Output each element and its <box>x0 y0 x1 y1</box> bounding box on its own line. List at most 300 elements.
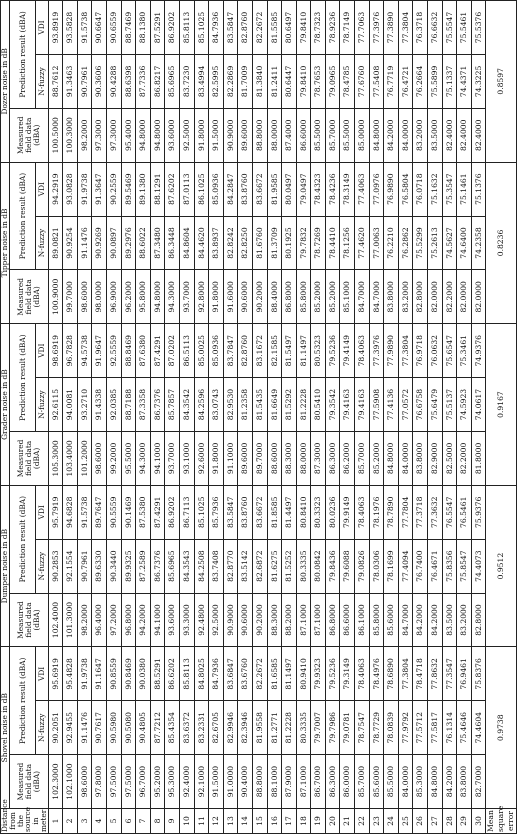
value-cell: 84.0000 <box>398 431 413 485</box>
value-cell: 94.8000 <box>136 108 151 162</box>
value-cell: 85.2000 <box>325 270 340 324</box>
distance-cell: 6 <box>121 809 136 834</box>
value-cell: 81.7009 <box>238 54 253 108</box>
value-cell: 85.3000 <box>413 755 428 809</box>
value-cell: 78.4785 <box>340 54 355 108</box>
value-cell: 76.7719 <box>384 54 399 108</box>
value-cell: 80.8410 <box>296 485 311 539</box>
value-cell: 75.3547 <box>442 162 457 216</box>
value-cell: 86.1000 <box>355 593 370 647</box>
value-cell: 81.6649 <box>267 378 282 432</box>
value-cell: 86.3000 <box>325 755 340 809</box>
value-cell: 79.8436 <box>325 539 340 593</box>
value-cell: 86.7000 <box>311 755 326 809</box>
value-cell: 91.1647 <box>92 647 107 701</box>
value-cell: 100.3000 <box>63 108 78 162</box>
value-cell: 94.6828 <box>63 485 78 539</box>
value-cell: 82.8000 <box>413 270 428 324</box>
value-cell: 81.5435 <box>252 378 267 432</box>
value-cell: 87.2589 <box>136 539 151 593</box>
value-cell: 83.0743 <box>209 378 224 432</box>
distance-cell: 26 <box>413 809 428 834</box>
value-cell: 77.4136 <box>384 378 399 432</box>
value-cell: 75.1376 <box>471 162 486 216</box>
value-cell: 83.6672 <box>252 485 267 539</box>
value-cell: 79.6088 <box>340 539 355 593</box>
value-cell: 92.4000 <box>179 755 194 809</box>
value-cell: 90.7961 <box>77 539 92 593</box>
measured-header: Measured field data (dBA) <box>9 270 48 324</box>
value-cell: 100.9000 <box>48 270 63 324</box>
value-cell: 79.0965 <box>325 54 340 108</box>
prediction-header: Prediction result (dBA) <box>9 647 36 755</box>
value-cell: 75.5899 <box>428 54 443 108</box>
value-cell: 91.9647 <box>92 324 107 378</box>
value-cell: 84.0000 <box>398 108 413 162</box>
value-cell: 86.9202 <box>165 1 180 55</box>
value-cell: 98.6919 <box>48 324 63 378</box>
value-cell: 84.3542 <box>179 378 194 432</box>
value-cell: 76.0718 <box>413 162 428 216</box>
table-row <box>413 1 428 834</box>
value-cell: 86.6000 <box>296 108 311 162</box>
value-cell: 82.2000 <box>442 270 457 324</box>
value-cell: 75.8356 <box>442 539 457 593</box>
value-cell: 75.5299 <box>413 216 428 270</box>
value-cell: 74.4073 <box>471 539 486 593</box>
value-cell: 86.6202 <box>165 647 180 701</box>
value-cell: 86.1025 <box>194 162 209 216</box>
value-cell: 94.8000 <box>150 270 165 324</box>
value-cell: 84.8000 <box>369 108 384 162</box>
value-cell: 90.5980 <box>106 701 121 755</box>
value-cell: 80.0842 <box>311 539 326 593</box>
value-cell: 93.7000 <box>165 431 180 485</box>
value-cell: 77.9890 <box>384 324 399 378</box>
value-cell: 83.6372 <box>179 701 194 755</box>
table-row <box>209 1 224 834</box>
value-cell: 76.2210 <box>384 216 399 270</box>
distance-cell: 21 <box>340 809 355 834</box>
value-cell: 81.3840 <box>252 54 267 108</box>
value-cell: 75.9376 <box>471 485 486 539</box>
value-cell: 93.6000 <box>165 108 180 162</box>
value-cell: 85.6965 <box>165 539 180 593</box>
value-cell: 88.2000 <box>282 593 297 647</box>
value-cell: 81.6585 <box>267 647 282 701</box>
value-cell: 91.5000 <box>209 755 224 809</box>
value-cell: 91.1476 <box>77 216 92 270</box>
value-cell: 80.0236 <box>325 485 340 539</box>
value-cell: 76.9718 <box>413 324 428 378</box>
value-cell: 76.9461 <box>457 647 472 701</box>
value-cell: 89.6000 <box>238 108 253 162</box>
value-cell: 84.7000 <box>355 270 370 324</box>
value-cell: 99.7000 <box>63 270 78 324</box>
value-cell: 79.9323 <box>311 647 326 701</box>
value-cell: 87.9000 <box>282 755 297 809</box>
value-cell: 95.5000 <box>121 431 136 485</box>
value-cell: 93.3000 <box>179 593 194 647</box>
value-cell: 87.1000 <box>311 593 326 647</box>
value-cell: 80.3335 <box>296 701 311 755</box>
table-row <box>121 1 136 834</box>
value-cell: 86.3000 <box>325 431 340 485</box>
value-cell: 88.1000 <box>267 755 282 809</box>
value-cell: 92.4800 <box>194 593 209 647</box>
value-cell: 91.1476 <box>77 701 92 755</box>
value-cell: 78.1976 <box>369 485 384 539</box>
value-cell: 97.5000 <box>106 755 121 809</box>
nfuzzy-header: N-fuzzy <box>36 701 48 755</box>
value-cell: 79.5236 <box>325 324 340 378</box>
value-cell: 82.7000 <box>471 755 486 809</box>
distance-cell: 20 <box>325 809 340 834</box>
distance-cell: 14 <box>238 809 253 834</box>
table-row <box>223 1 238 834</box>
value-cell: 90.5080 <box>121 701 136 755</box>
value-cell: 81.3709 <box>267 216 282 270</box>
value-cell: 85.7000 <box>325 108 340 162</box>
value-cell: 82.8250 <box>238 216 253 270</box>
value-cell: 76.4671 <box>428 539 443 593</box>
distance-cell: 5 <box>106 809 121 834</box>
value-cell: 98.6000 <box>77 270 92 324</box>
value-cell: 77.0572 <box>398 378 413 432</box>
value-cell: 84.7936 <box>209 647 224 701</box>
value-cell: 80.3335 <box>296 539 311 593</box>
value-cell: 81.1497 <box>296 324 311 378</box>
value-cell: 78.7547 <box>355 701 370 755</box>
value-cell: 86.9202 <box>165 485 180 539</box>
value-cell: 95.3000 <box>165 755 180 809</box>
value-cell: 84.7000 <box>398 593 413 647</box>
value-cell: 96.8000 <box>121 593 136 647</box>
value-cell: 77.7804 <box>398 485 413 539</box>
value-cell: 77.3547 <box>442 647 457 701</box>
value-cell: 75.6547 <box>442 324 457 378</box>
value-cell: 78.0306 <box>369 539 384 593</box>
value-cell: 90.2559 <box>106 162 121 216</box>
value-cell: 85.2000 <box>311 270 326 324</box>
prediction-header: Prediction result (dBA) <box>9 1 36 109</box>
value-cell: 80.3323 <box>311 485 326 539</box>
value-cell: 74.2358 <box>471 216 486 270</box>
value-cell: 77.5408 <box>369 54 384 108</box>
value-cell: 82.8000 <box>471 593 486 647</box>
distance-cell: 3 <box>77 809 92 834</box>
value-cell: 84.2000 <box>413 593 428 647</box>
value-cell: 82.8760 <box>238 1 253 55</box>
value-cell: 79.7832 <box>296 216 311 270</box>
value-cell: 76.0632 <box>428 324 443 378</box>
distance-cell: 19 <box>311 809 326 834</box>
prediction-header: Prediction result (dBA) <box>9 324 36 432</box>
value-cell: 78.1256 <box>340 216 355 270</box>
value-cell: 77.3718 <box>413 485 428 539</box>
value-cell: 79.4163 <box>340 378 355 432</box>
value-cell: 85.5000 <box>384 755 399 809</box>
value-cell: 88.6022 <box>136 216 151 270</box>
value-cell: 82.6872 <box>252 539 267 593</box>
value-cell: 74.6400 <box>457 216 472 270</box>
value-cell: 77.0063 <box>369 216 384 270</box>
vdi-header: VDI <box>36 485 48 539</box>
distance-cell: 8 <box>150 809 165 834</box>
value-cell: 86.7113 <box>179 485 194 539</box>
value-cell: 98.6000 <box>77 755 92 809</box>
value-cell: 80.6497 <box>282 1 297 55</box>
value-cell: 90.7617 <box>92 701 107 755</box>
value-cell: 75.8547 <box>457 539 472 593</box>
value-cell: 81.2228 <box>282 701 297 755</box>
value-cell: 78.4410 <box>325 216 340 270</box>
value-cell: 82.2672 <box>252 1 267 55</box>
value-cell: 86.3448 <box>165 216 180 270</box>
value-cell: 94.1000 <box>150 593 165 647</box>
value-cell: 88.5291 <box>150 647 165 701</box>
value-cell: 81.6760 <box>252 216 267 270</box>
value-cell: 89.2976 <box>121 216 136 270</box>
value-cell: 84.4620 <box>194 216 209 270</box>
value-cell: 85.6965 <box>165 54 180 108</box>
value-cell: 99.2000 <box>106 431 121 485</box>
value-cell: 78.3149 <box>340 162 355 216</box>
value-cell: 78.0839 <box>384 701 399 755</box>
value-cell: 80.1925 <box>282 216 297 270</box>
value-cell: 81.9585 <box>267 162 282 216</box>
value-cell: 88.7188 <box>121 378 136 432</box>
distance-cell: 10 <box>179 809 194 834</box>
value-cell: 84.2596 <box>194 378 209 432</box>
value-cell: 86.8000 <box>325 593 340 647</box>
value-cell: 75.5137 <box>442 378 457 432</box>
value-cell: 93.8919 <box>48 1 63 55</box>
value-cell: 83.2331 <box>194 701 209 755</box>
table-row <box>106 1 121 834</box>
table-row <box>384 1 399 834</box>
value-cell: 75.5461 <box>457 1 472 55</box>
table-row <box>325 1 340 834</box>
value-cell: 79.9149 <box>340 485 355 539</box>
value-cell: 83.6760 <box>238 647 253 701</box>
value-cell: 83.8000 <box>413 431 428 485</box>
value-cell: 84.2508 <box>194 539 209 593</box>
value-cell: 76.6758 <box>413 378 428 432</box>
value-cell: 82.2000 <box>457 431 472 485</box>
distance-cell: 17 <box>282 809 297 834</box>
value-cell: 80.9410 <box>296 647 311 701</box>
table-row <box>165 1 180 834</box>
group-header-tipper: Tipper noise in dB <box>1 162 10 324</box>
value-cell: 85.4354 <box>165 701 180 755</box>
value-cell: 83.6847 <box>223 647 238 701</box>
value-cell: 75.2613 <box>428 216 443 270</box>
value-cell: 81.5497 <box>282 324 297 378</box>
value-cell: 88.8469 <box>121 324 136 378</box>
value-cell: 85.8113 <box>179 647 194 701</box>
value-cell: 89.7000 <box>252 431 267 485</box>
value-cell: 85.7000 <box>355 755 370 809</box>
value-cell: 79.0826 <box>355 539 370 593</box>
value-cell: 80.5410 <box>311 378 326 432</box>
value-cell: 92.9455 <box>63 701 78 755</box>
value-cell: 87.4000 <box>282 108 297 162</box>
value-cell: 97.3000 <box>92 108 107 162</box>
mse-row <box>486 1 517 834</box>
value-cell: 98.0000 <box>92 270 107 324</box>
value-cell: 94.8000 <box>150 108 165 162</box>
value-cell: 84.2000 <box>428 593 443 647</box>
value-cell: 89.6000 <box>238 431 253 485</box>
prediction-header: Prediction result (dBA) <box>9 485 36 593</box>
value-cell: 105.3000 <box>48 431 63 485</box>
value-cell: 82.2869 <box>223 54 238 108</box>
value-cell: 90.9000 <box>223 593 238 647</box>
value-cell: 90.7961 <box>77 54 92 108</box>
value-cell: 78.1699 <box>384 539 399 593</box>
value-cell: 83.7847 <box>223 324 238 378</box>
table-row <box>179 1 194 834</box>
value-cell: 80.5323 <box>311 324 326 378</box>
value-cell: 87.3358 <box>136 378 151 432</box>
value-cell: 78.7653 <box>311 54 326 108</box>
value-cell: 78.7149 <box>340 1 355 55</box>
value-cell: 83.7230 <box>179 54 194 108</box>
value-cell: 74.3225 <box>471 54 486 108</box>
value-cell: 94.1000 <box>150 431 165 485</box>
table-row <box>48 1 63 834</box>
value-cell: 93.7000 <box>179 270 194 324</box>
value-cell: 91.8000 <box>209 431 224 485</box>
value-cell: 100.5000 <box>48 108 63 162</box>
value-cell: 82.1585 <box>267 324 282 378</box>
value-cell: 91.5000 <box>209 108 224 162</box>
value-cell: 77.3890 <box>384 1 399 55</box>
value-cell: 76.4721 <box>398 54 413 108</box>
value-cell: 102.4000 <box>48 593 63 647</box>
value-cell: 74.0617 <box>471 378 486 432</box>
value-cell: 82.0000 <box>428 270 443 324</box>
value-cell: 81.8000 <box>471 431 486 485</box>
value-cell: 78.4063 <box>355 485 370 539</box>
value-cell: 92.6115 <box>48 378 63 432</box>
distance-cell: 22 <box>355 809 370 834</box>
table-row <box>340 1 355 834</box>
value-cell: 87.3480 <box>150 216 165 270</box>
value-cell: 91.3647 <box>92 162 107 216</box>
value-cell: 84.8025 <box>194 647 209 701</box>
value-cell: 90.0897 <box>106 216 121 270</box>
value-cell: 95.4828 <box>63 647 78 701</box>
vdi-header: VDI <box>36 1 48 55</box>
value-cell: 87.6380 <box>136 324 151 378</box>
value-cell: 90.8469 <box>121 647 136 701</box>
value-cell: 90.3440 <box>106 539 121 593</box>
distance-cell: 23 <box>369 809 384 834</box>
value-cell: 93.2710 <box>77 378 92 432</box>
value-cell: 82.5995 <box>209 54 224 108</box>
table-row <box>63 1 78 834</box>
value-cell: 96.7000 <box>136 755 151 809</box>
value-cell: 87.4291 <box>150 324 165 378</box>
value-cell: 85.7857 <box>165 378 180 432</box>
value-cell: 95.2000 <box>150 755 165 809</box>
value-cell: 98.2000 <box>77 593 92 647</box>
value-cell: 87.5380 <box>136 485 151 539</box>
value-cell: 76.3718 <box>413 1 428 55</box>
value-cell: 79.7007 <box>311 701 326 755</box>
value-cell: 84.8604 <box>179 216 194 270</box>
value-cell: 92.6000 <box>194 431 209 485</box>
value-cell: 90.2000 <box>252 270 267 324</box>
value-cell: 76.2862 <box>398 216 413 270</box>
value-cell: 77.8632 <box>428 647 443 701</box>
value-cell: 96.4000 <box>92 593 107 647</box>
table-body <box>48 1 517 834</box>
value-cell: 94.2919 <box>48 162 63 216</box>
value-cell: 97.5000 <box>121 755 136 809</box>
value-cell: 88.0000 <box>267 108 282 162</box>
mse-label: Mean square error <box>486 805 516 832</box>
value-cell: 88.4000 <box>267 270 282 324</box>
value-cell: 76.2664 <box>413 54 428 108</box>
value-cell: 77.6760 <box>355 54 370 108</box>
vdi-header: VDI <box>36 324 48 378</box>
distance-cell: 29 <box>457 809 472 834</box>
value-cell: 79.0781 <box>340 701 355 755</box>
distance-cell: 9 <box>165 809 180 834</box>
table-row <box>457 1 472 834</box>
value-cell: 81.9558 <box>252 701 267 755</box>
value-cell: 85.0025 <box>194 324 209 378</box>
value-cell: 87.7336 <box>136 54 151 108</box>
value-cell: 97.3000 <box>106 108 121 162</box>
value-cell: 86.0000 <box>340 755 355 809</box>
value-cell: 90.6647 <box>92 1 107 55</box>
value-cell: 81.5585 <box>267 1 282 55</box>
value-cell: 81.1497 <box>282 647 297 701</box>
value-cell: 88.6398 <box>121 54 136 108</box>
value-cell: 84.3543 <box>179 539 194 593</box>
table-row <box>282 1 297 834</box>
table-row <box>238 1 253 834</box>
value-cell: 79.3542 <box>325 378 340 432</box>
value-cell: 102.1000 <box>63 755 78 809</box>
subheader-row <box>9 1 36 834</box>
mse-value: 0.8236 <box>486 162 517 324</box>
value-cell: 74.4604 <box>471 701 486 755</box>
value-cell: 79.4149 <box>340 324 355 378</box>
value-cell: 80.6447 <box>282 54 297 108</box>
value-cell: 84.2000 <box>442 755 457 809</box>
distance-cell: 11 <box>194 809 209 834</box>
value-cell: 84.2000 <box>384 108 399 162</box>
value-cell: 88.3000 <box>282 431 297 485</box>
value-cell: 85.7936 <box>209 485 224 539</box>
value-cell: 87.7212 <box>150 701 165 755</box>
value-cell: 88.6000 <box>267 431 282 485</box>
value-cell: 74.5923 <box>457 378 472 432</box>
value-cell: 89.9325 <box>121 539 136 593</box>
value-cell: 77.4063 <box>355 162 370 216</box>
value-cell: 82.0000 <box>457 270 472 324</box>
value-cell: 97.2000 <box>106 593 121 647</box>
value-cell: 83.5000 <box>442 593 457 647</box>
value-cell: 102.3000 <box>48 755 63 809</box>
measured-header: Measured field data (dBA) <box>9 431 48 485</box>
group-header-dumper: Dumper noise in dB <box>1 485 10 647</box>
